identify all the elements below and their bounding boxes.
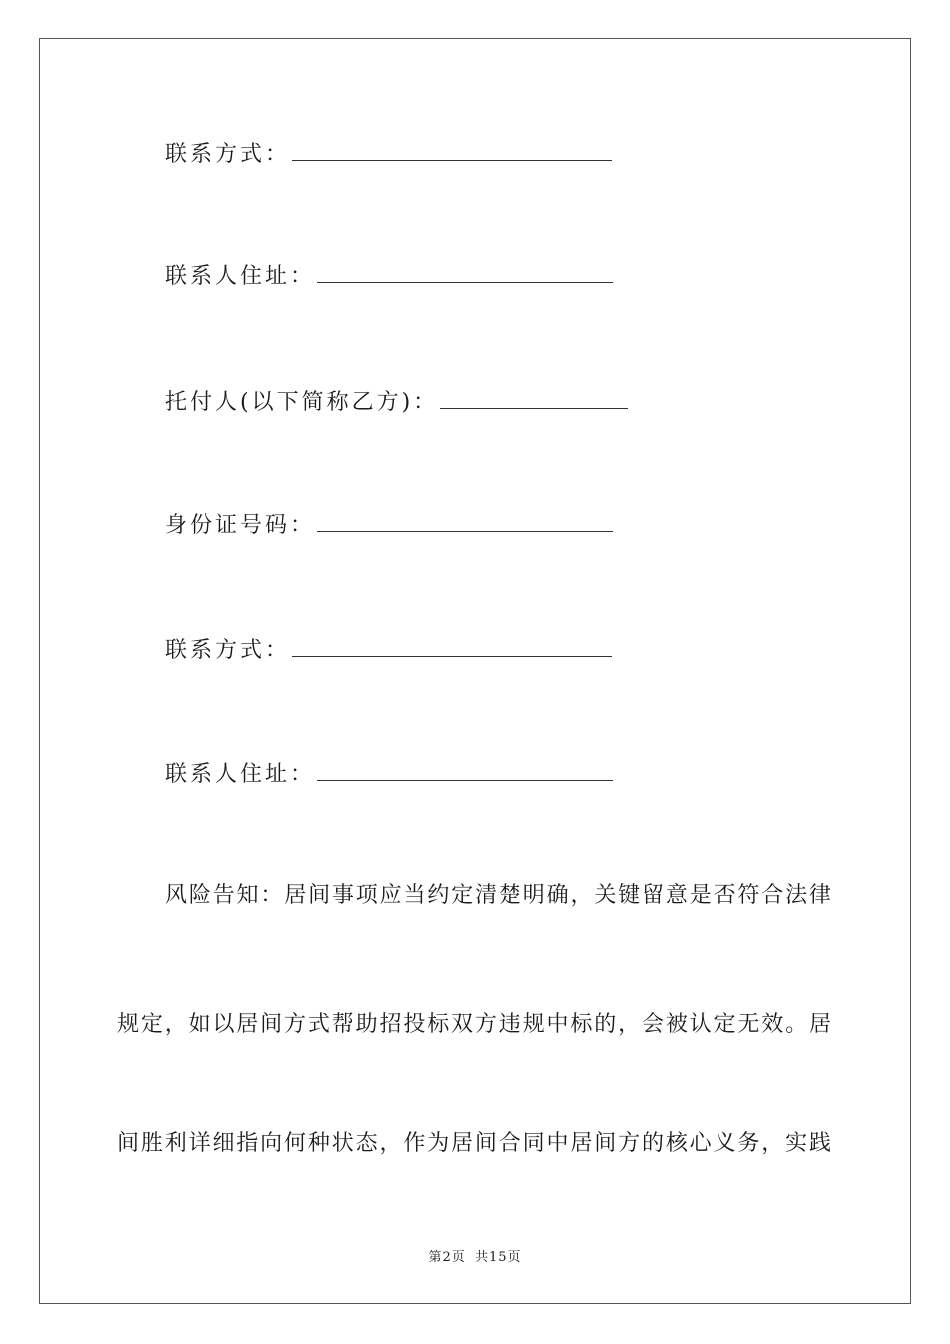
page-number: 第2页: [428, 1250, 466, 1265]
total-pages: 共15页: [474, 1250, 522, 1265]
client-party-b-field: [165, 386, 628, 418]
contact-method-field-b: [165, 634, 612, 666]
field-label: 联系人住址：: [165, 762, 316, 787]
blank-underline: [440, 386, 628, 409]
risk-notice-line-1: 风险告知：居间事项应当约定清楚明确，关键留意是否符合法律: [165, 883, 831, 908]
blank-underline: [292, 138, 612, 161]
risk-notice-line-2: 规定，如以居间方式帮助招投标双方违规中标的，会被认定无效。居: [117, 1012, 831, 1037]
blank-underline: [317, 758, 613, 781]
contact-address-field-b: [165, 758, 613, 790]
field-label: 身份证号码：: [165, 513, 316, 538]
blank-underline: [292, 634, 612, 657]
field-label: 托付人(以下简称乙方)：: [165, 390, 439, 415]
blank-underline: [317, 260, 613, 283]
risk-notice-line-3: 间胜利详细指向何种状态，作为居间合同中居间方的核心义务，实践: [117, 1131, 831, 1156]
blank-underline: [317, 509, 613, 532]
page-border: [39, 38, 911, 1304]
field-label: 联系方式：: [165, 638, 291, 663]
page-footer: [0, 1246, 950, 1265]
id-number-field: [165, 509, 613, 541]
contact-address-field-a: [165, 260, 613, 292]
field-label: 联系方式：: [165, 142, 291, 167]
field-label: 联系人住址：: [165, 264, 316, 289]
contact-method-field-a: [165, 138, 612, 170]
